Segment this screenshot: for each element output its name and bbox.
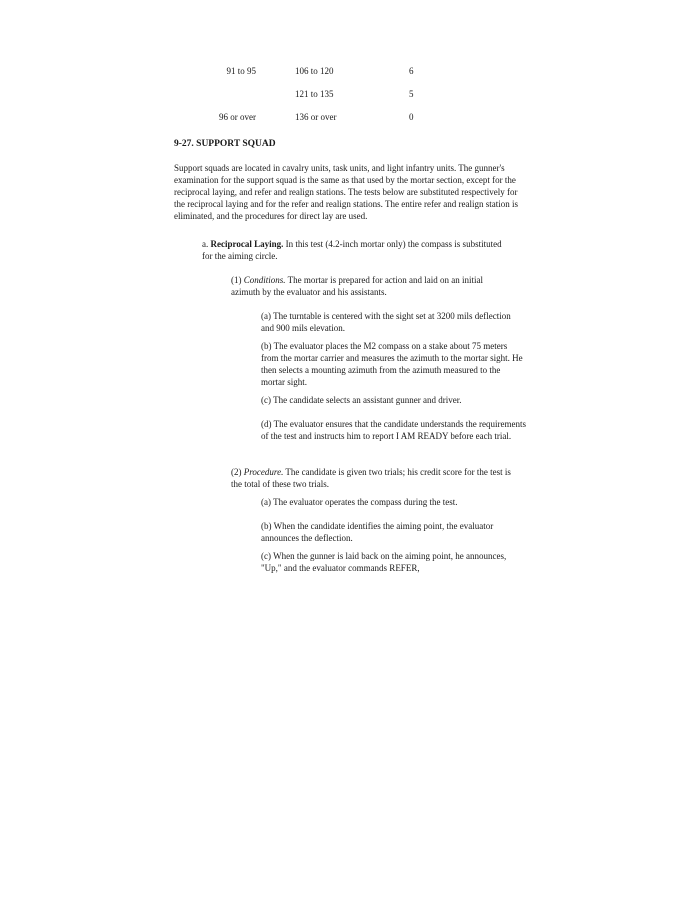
table-cell: 96 or over: [219, 112, 256, 122]
subsection-a-marker: a.: [202, 239, 209, 249]
procedure-text: The candidate is given two trials; his credit score for the test is the total of these two trials.: [231, 467, 511, 489]
conditions-title: Conditions.: [243, 275, 286, 285]
conditions-marker: (1): [231, 275, 242, 285]
section-intro-paragraph: Support squads are located in cavalry units, task units, and light infantry units. The gunner's examination for the support squad is the same as that used by the mortar section, except for the reciprocal laying, and refer and realign stations. The tests below are substituted respectively for the reciprocal laying and for the refer and realign stations. The entire refer and realign station is eliminated, and the procedures for direct lay are used.: [174, 163, 518, 221]
table-cell: 6: [409, 66, 414, 76]
conditions-item: (d) The evaluator ensures that the candidate understands the requirements of the test and instructs him to report I AM READY before each trial.: [261, 419, 526, 441]
table-cell: 106 to 120: [295, 66, 334, 76]
conditions-item: (c) The candidate selects an assistant gunner and driver.: [261, 395, 462, 405]
procedure-title: Procedure.: [243, 467, 284, 477]
table-cell: 136 or over: [295, 112, 337, 122]
table-row: [219, 111, 426, 123]
procedure-item: (a) The evaluator operates the compass during the test.: [261, 497, 458, 507]
section-heading: 9-27. SUPPORT SQUAD: [174, 139, 276, 149]
conditions-text: The mortar is prepared for action and laid on an initial azimuth by the evaluator and his assistants.: [231, 275, 484, 297]
score-table: [219, 65, 426, 134]
conditions-paragraph: [231, 274, 501, 298]
conditions-item: (b) The evaluator places the M2 compass on a stake about 75 meters from the mortar carrier and measures the azimuth to the mortar sight. He then selects a mounting azimuth from the azimuth measured to the mortar sight.: [261, 341, 523, 387]
procedure-marker: (2): [231, 467, 242, 477]
procedure-item: (c) When the gunner is laid back on the aiming point, he announces, "Up," and the evaluator commands REFER,: [261, 551, 507, 573]
subsection-a-title: Reciprocal Laying.: [210, 239, 284, 249]
table-row: [226, 88, 426, 100]
table-cell: 0: [409, 112, 414, 122]
procedure-item: (b) When the candidate identifies the aiming point, the evaluator announces the deflection.: [261, 521, 494, 543]
table-cell: 91 to 95: [226, 66, 256, 76]
table-row: [226, 65, 426, 77]
table-cell: 5: [409, 89, 414, 99]
subsection-a-text: In this test (4.2-inch mortar only) the compass is substituted for the aiming circle.: [202, 239, 502, 261]
procedure-paragraph: [231, 466, 511, 490]
subsection-a-paragraph: [202, 238, 512, 262]
conditions-item: (a) The turntable is centered with the sight set at 3200 mils deflection and 900 mils elevation.: [261, 311, 511, 333]
table-cell: 121 to 135: [295, 89, 334, 99]
